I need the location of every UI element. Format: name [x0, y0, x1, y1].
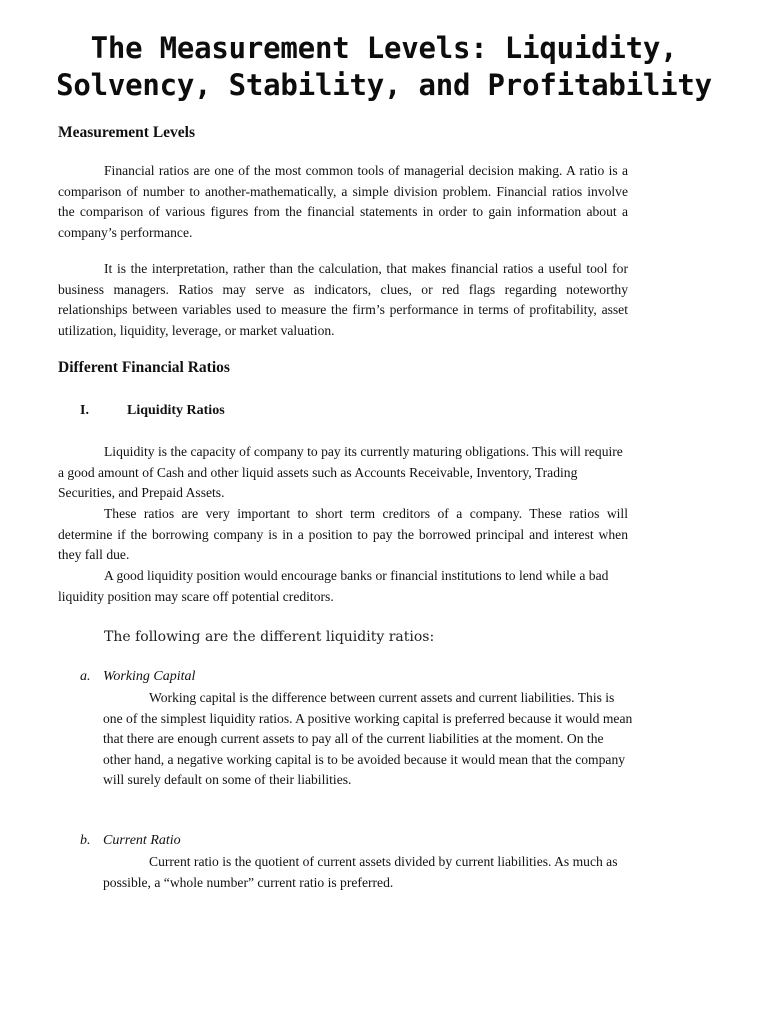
paragraph-liquidity-position: A good liquidity position would encourage banks or financial institutions to lend while a bad liquidity position may scare off potential creditors. — [58, 568, 609, 604]
list-item-working-capital-heading: a. Working Capital — [80, 669, 196, 684]
subsection-number: I. — [80, 403, 89, 418]
paragraph-ratios-intro: Financial ratios are one of the most common tools of managerial decision making. A ratio is a comparison of number to another-mathematically, a simple division problem. Financial ratios involve the comparison of various figures from the financial statements in order to gain information about a company’s performance. — [58, 163, 628, 240]
section-heading-measurement-levels: Measurement Levels — [58, 124, 196, 141]
section-heading-different-ratios: Different Financial Ratios — [58, 359, 230, 376]
subsection-title: Liquidity Ratios — [127, 403, 225, 418]
paragraph-liquidity-creditors: These ratios are very important to short term creditors of a company. These ratios will determine if the borrowing company is in a position to pay the borrowed principal and interest when they fall due. — [58, 506, 628, 563]
page-title: The Measurement Levels: Liquidity, Solvency, Stability, and Profitability — [56, 31, 712, 102]
paragraph-ratios-interpretation: It is the interpretation, rather than the calculation, that makes financial ratios a useful tool for business managers. Ratios may serve as indicators, clues, or red flags regarding noteworthy relationships between variables used to measure the firm’s performance in terms of profitability, asset utilization, liquidity, leverage, or market valuation. — [58, 261, 628, 338]
subsection-heading-liquidity — [80, 401, 225, 421]
list-item-current-ratio-heading: b. Current Ratio — [80, 833, 181, 848]
paragraph-liquidity-definition: Liquidity is the capacity of company to pay its currently maturing obligations. This will require a good amount of Cash and other liquid assets such as Accounts Receivable, Inventory, Trading Securities, and Prepaid Assets. — [58, 444, 623, 501]
list-intro: The following are the different liquidity ratios: — [104, 629, 435, 645]
list-item-working-capital-text: Working capital is the difference between current assets and current liabilities. This is one of the simplest liquidity ratios. A positive working capital is preferred because it would mean that there are enough current assets to pay all of the current liabilities at the moment. On the other hand, a negative working capital is to be avoided because it would mean that the company will surely default on some of their liabilities. — [103, 690, 633, 788]
list-item-current-ratio-text: Current ratio is the quotient of current assets divided by current liabilities. As much as possible, a “whole number” current ratio is preferred. — [103, 854, 618, 890]
